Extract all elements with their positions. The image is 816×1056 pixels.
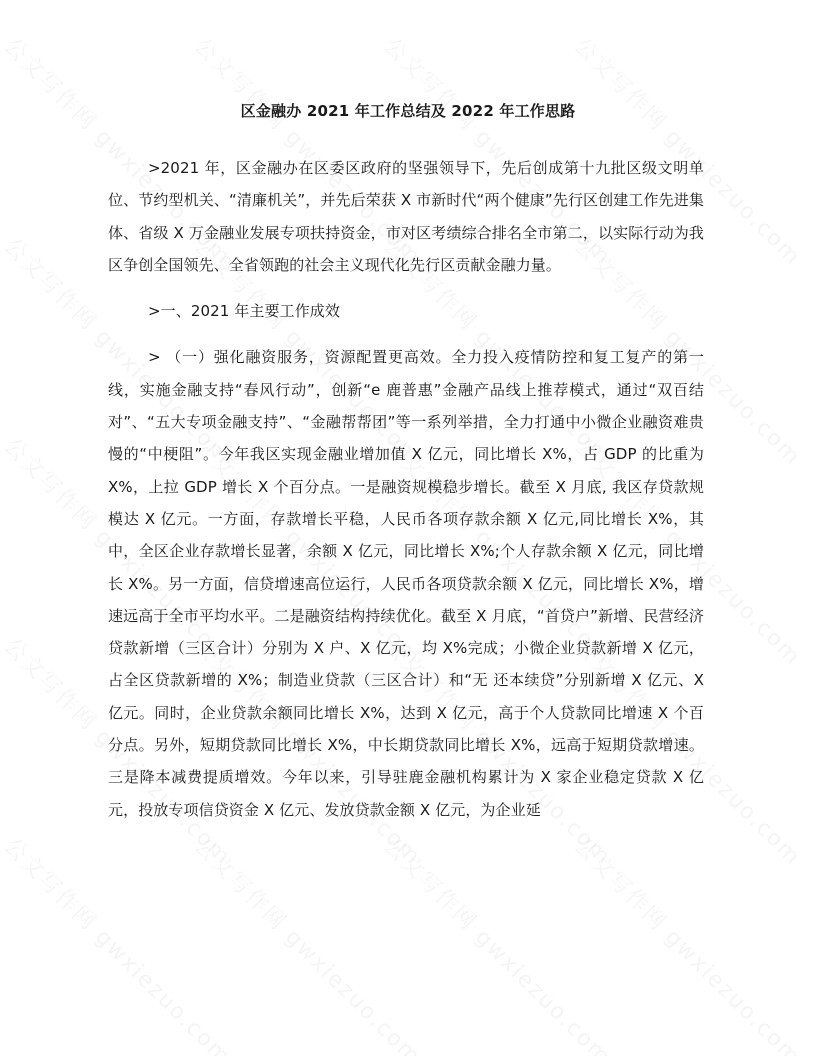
paragraph-financing: > （一）强化融资服务，资源配置更高效。全力投入疫情防控和复工复产的第一线，实施金融支持“春风行动”，创新“e 鹿普惠”金融产品线上推荐模式，通过“双百结对”、“五大专项金融支持”、“金融帮帮团”等一系列举措，全力打通中小微企业融资难贵慢的“中梗阻”。今年我区实现金融业增加值 X 亿元，同比增长 X%，占 GDP 的比重为 X%，上拉 GDP 增长 X 个百分点。一是融资规模稳步增长。截至 X 月底, 我区存贷款规模达 X 亿元。一方面，存款增长平稳，人民币各项存款余额 X 亿元,同比增长 X%，其中，全区企业存款增长显著，余额 X 亿元，同比增长 X%;个人存款余额 X 亿元，同比增长 X%。另一方面，信贷增速高位运行，人民币各项贷款余额 X 亿元，同比增长 X%，增速远高于全市平均水平。二是融资结构持续优化。截至 X 月底，“首贷户”新增、民营经济贷款新增（三区合计）分别为 X 户、X 亿元，均 X%完成；小微企业贷款新增 X 亿元，占全区贷款新增的 X%；制造业贷款（三区合计）和“无 还本续贷”分别新增 X 亿元、X 亿元。同时，企业贷款余额同比增长 X%，达到 X 亿元，高于个人贷款同比增速 X 个百分点。另外，短期贷款同比增长 X%，中长期贷款同比增长 X%，远高于短期贷款增速。三是降本减费提质增效。今年以来，引导驻鹿金融机构累计为 X 家企业稳定贷款 X 亿元，投放专项信贷资金 X 亿元、发放贷款金额 X 亿元，为企业延 — [108, 348, 704, 819]
paragraph-intro: >2021 年，区金融办在区委区政府的坚强领导下，先后创成第十九批区级文明单位、节约型机关、“清廉机关”，并先后荣获 X 市新时代“两个健康”先行区创建工作先进集体、省级 X 万金融业发展专项扶持资金，市对区考绩综合排名全市第二，以实际行动为我区争创全国领先、全省领跑的社会主义现代化先行区贡献金融力量。 — [108, 159, 704, 274]
section-heading: >一、2021 年主要工作成效 — [148, 302, 341, 321]
document-body — [108, 152, 704, 840]
document-title: 区金融办 2021 年工作总结及 2022 年工作思路 — [240, 102, 576, 120]
